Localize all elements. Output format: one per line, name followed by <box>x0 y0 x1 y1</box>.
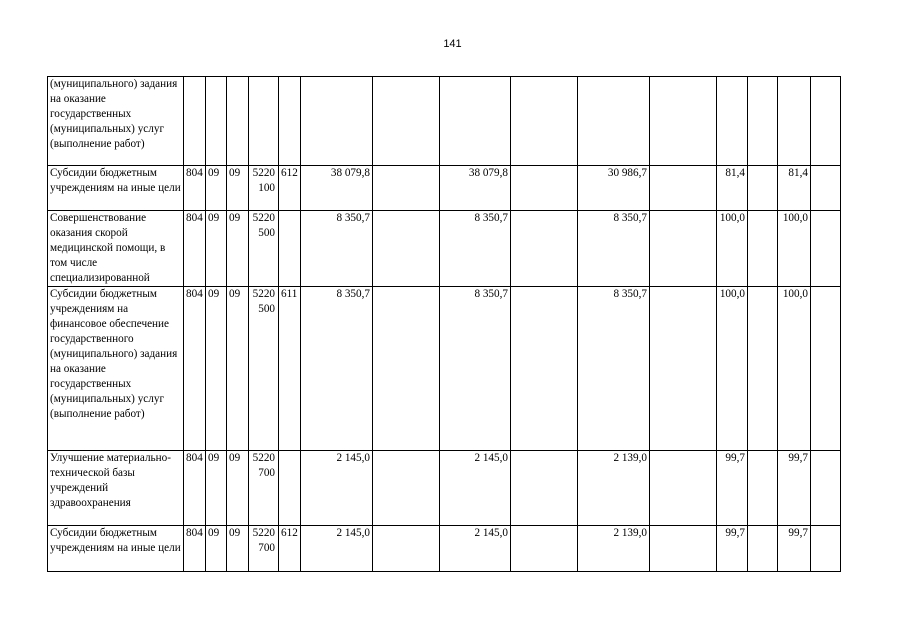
empty-cell <box>373 526 440 572</box>
target-article-code: 5220 700 <box>249 526 279 572</box>
subsection-code <box>227 77 249 166</box>
percent-approved: 99,7 <box>717 451 748 526</box>
section-code: 09 <box>206 166 227 211</box>
empty-cell <box>511 451 578 526</box>
empty-cell <box>511 166 578 211</box>
refined-amount: 38 079,8 <box>440 166 511 211</box>
approved-amount: 8 350,7 <box>301 287 373 451</box>
expense-type-code: 611 <box>279 287 301 451</box>
executed-amount: 30 986,7 <box>578 166 650 211</box>
expense-type-code <box>279 211 301 287</box>
percent-approved: 100,0 <box>717 211 748 287</box>
percent-approved: 100,0 <box>717 287 748 451</box>
empty-cell <box>811 166 841 211</box>
empty-cell <box>650 526 717 572</box>
executed-amount: 8 350,7 <box>578 211 650 287</box>
ministry-code: 804 <box>184 526 206 572</box>
executed-amount: 2 139,0 <box>578 451 650 526</box>
empty-cell <box>748 451 778 526</box>
empty-cell <box>511 77 578 166</box>
refined-amount: 8 350,7 <box>440 287 511 451</box>
refined-amount: 8 350,7 <box>440 211 511 287</box>
expense-type-code <box>279 77 301 166</box>
empty-cell <box>373 166 440 211</box>
expense-type-code: 612 <box>279 166 301 211</box>
target-article-code: 5220 700 <box>249 451 279 526</box>
empty-cell <box>373 211 440 287</box>
approved-amount: 2 145,0 <box>301 451 373 526</box>
percent-approved: 81,4 <box>717 166 748 211</box>
empty-cell <box>811 451 841 526</box>
section-code: 09 <box>206 211 227 287</box>
empty-cell <box>373 77 440 166</box>
percent-refined <box>778 77 811 166</box>
budget-table <box>47 76 841 572</box>
approved-amount: 8 350,7 <box>301 211 373 287</box>
section-code: 09 <box>206 287 227 451</box>
empty-cell <box>373 287 440 451</box>
section-code: 09 <box>206 526 227 572</box>
row-name: Совершенствование оказания скорой медицинской помощи, в том числе специализированной <box>48 211 184 287</box>
percent-refined: 99,7 <box>778 526 811 572</box>
empty-cell <box>650 77 717 166</box>
empty-cell <box>511 526 578 572</box>
table-row <box>48 77 841 166</box>
empty-cell <box>811 77 841 166</box>
subsection-code: 09 <box>227 287 249 451</box>
target-article-code: 5220 500 <box>249 287 279 451</box>
empty-cell <box>373 451 440 526</box>
target-article-code: 5220 500 <box>249 211 279 287</box>
empty-cell <box>650 166 717 211</box>
empty-cell <box>811 287 841 451</box>
subsection-code: 09 <box>227 451 249 526</box>
percent-refined: 99,7 <box>778 451 811 526</box>
row-name: (муниципального) задания на оказание государственных (муниципальных) услуг (выполнение работ) <box>48 77 184 166</box>
table-row <box>48 451 841 526</box>
table-row <box>48 526 841 572</box>
page-number: 141 <box>443 38 462 50</box>
approved-amount: 38 079,8 <box>301 166 373 211</box>
target-article-code <box>249 77 279 166</box>
percent-approved <box>717 77 748 166</box>
empty-cell <box>511 287 578 451</box>
empty-cell <box>650 211 717 287</box>
target-article-code: 5220 100 <box>249 166 279 211</box>
row-name: Субсидии бюджетным учреждениям на финансовое обеспечение государственного (муниципального) задания на оказание государственных (муниципальных) услуг (выполнение работ) <box>48 287 184 451</box>
refined-amount: 2 145,0 <box>440 526 511 572</box>
refined-amount <box>440 77 511 166</box>
table-row <box>48 211 841 287</box>
row-name: Субсидии бюджетным учреждениям на иные цели <box>48 526 184 572</box>
empty-cell <box>748 77 778 166</box>
refined-amount: 2 145,0 <box>440 451 511 526</box>
empty-cell <box>650 287 717 451</box>
ministry-code: 804 <box>184 166 206 211</box>
expense-type-code <box>279 451 301 526</box>
empty-cell <box>748 166 778 211</box>
approved-amount: 2 145,0 <box>301 526 373 572</box>
empty-cell <box>811 526 841 572</box>
section-code: 09 <box>206 451 227 526</box>
empty-cell <box>650 451 717 526</box>
executed-amount: 2 139,0 <box>578 526 650 572</box>
ministry-code: 804 <box>184 451 206 526</box>
subsection-code: 09 <box>227 526 249 572</box>
percent-refined: 100,0 <box>778 287 811 451</box>
subsection-code: 09 <box>227 166 249 211</box>
empty-cell <box>811 211 841 287</box>
empty-cell <box>748 287 778 451</box>
empty-cell <box>748 211 778 287</box>
section-code <box>206 77 227 166</box>
ministry-code <box>184 77 206 166</box>
row-name: Субсидии бюджетным учреждениям на иные цели <box>48 166 184 211</box>
row-name: Улучшение материально-технической базы учреждений здравоохранения <box>48 451 184 526</box>
expense-type-code: 612 <box>279 526 301 572</box>
table-row <box>48 166 841 211</box>
approved-amount <box>301 77 373 166</box>
empty-cell <box>748 526 778 572</box>
empty-cell <box>511 211 578 287</box>
executed-amount <box>578 77 650 166</box>
subsection-code: 09 <box>227 211 249 287</box>
ministry-code: 804 <box>184 287 206 451</box>
percent-refined: 81,4 <box>778 166 811 211</box>
table-row <box>48 287 841 451</box>
executed-amount: 8 350,7 <box>578 287 650 451</box>
percent-approved: 99,7 <box>717 526 748 572</box>
percent-refined: 100,0 <box>778 211 811 287</box>
ministry-code: 804 <box>184 211 206 287</box>
